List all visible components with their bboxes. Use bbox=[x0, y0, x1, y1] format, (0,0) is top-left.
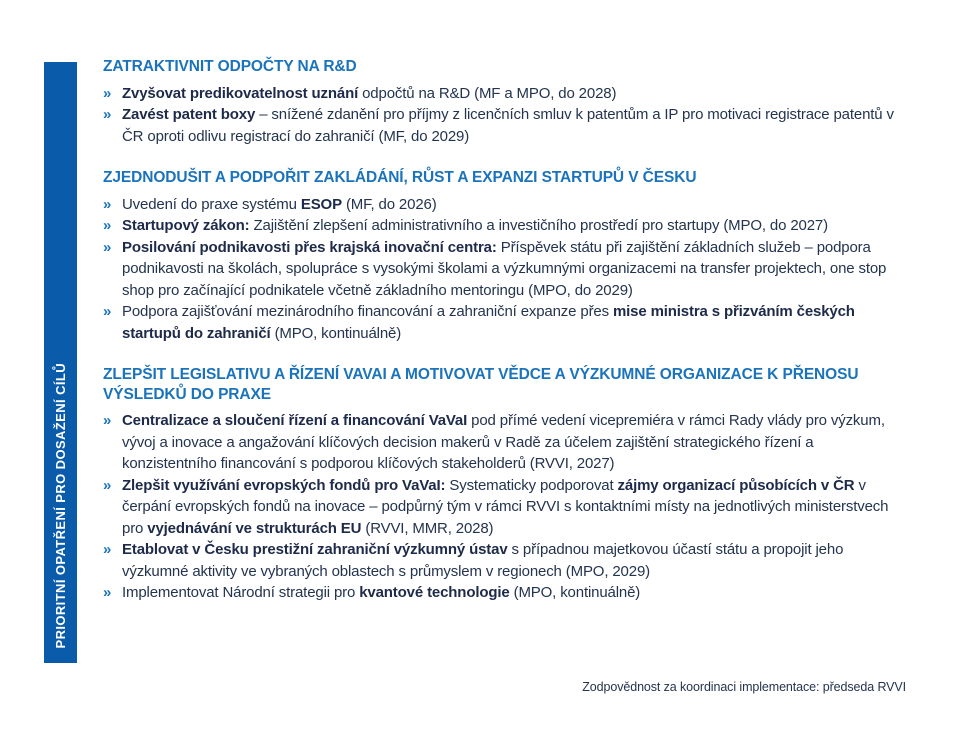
bullet-marker: » bbox=[103, 195, 112, 213]
bullet-marker: » bbox=[103, 84, 112, 102]
bullet-text: Etablovat v Česku prestižní zahraniční výzkumný ústav s případnou majetkovou účastí státu a propojit jeho výzkumné aktivity ve vybraných oblastech s průmyslem v regionech (MPO, 2029) bbox=[122, 541, 844, 580]
bullet-text: Startupový zákon: Zajištění zlepšení administrativního a investičního prostředí pro startupy (MPO, do 2027) bbox=[122, 217, 828, 235]
list-item bbox=[103, 215, 905, 237]
footer-note: Zodpovědnost za koordinaci implementace: předseda RVVI bbox=[582, 680, 906, 694]
list-item bbox=[103, 237, 905, 302]
sidebar-ribbon bbox=[44, 62, 77, 663]
bullet-text: Uvedení do praxe systému ESOP (MF, do 2026) bbox=[122, 195, 437, 213]
bullet-marker: » bbox=[103, 584, 112, 602]
section bbox=[103, 57, 905, 147]
bullet-text: Centralizace a sloučení řízení a financování VaVaI pod přímé vedení vicepremiéra v rámci Rady vlády pro výzkum, vývoj a inovace a angažování klíčových decision makerů v Radě za účelem zajištění strategického řízení a konzistentního financování s podporou klíčových stakeholderů (RVVI, 2027) bbox=[122, 412, 885, 473]
bullet-marker: » bbox=[103, 238, 112, 256]
list-item bbox=[103, 301, 905, 344]
list-item bbox=[103, 194, 905, 216]
bullet-marker: » bbox=[103, 303, 112, 321]
content-area bbox=[103, 57, 905, 604]
bullet-text: Implementovat Národní strategii pro kvantové technologie (MPO, kontinuálně) bbox=[122, 584, 641, 602]
section-heading: ZLEPŠIT LEGISLATIVU A ŘÍZENÍ VAVAI A MOTIVOVAT VĚDCE A VÝZKUMNÉ ORGANIZACE K PŘENOSU VÝSLEDKŮ DO PRAXE bbox=[103, 366, 859, 403]
bullet-text: Zavést patent boxy – snížené zdanění pro příjmy z licenčních smluv k patentům a IP pro motivaci registrace patentů v ČR oproti odlivu registrací do zahraničí (MF, do 2029) bbox=[122, 106, 894, 145]
bullet-marker: » bbox=[103, 412, 112, 430]
bullet-text: Zlepšit využívání evropských fondů pro VaVaI: Systematicky podporovat zájmy organizací působících v ČR v čerpání evropských fondů na inovace – podpůrný tým v rámci RVVI s kontaktními místy na jednotlivých ministerstvech pro vyjednávání ve strukturách EU (RVVI, MMR, 2028) bbox=[122, 476, 889, 537]
bullet-marker: » bbox=[103, 217, 112, 235]
bullet-marker: » bbox=[103, 106, 112, 124]
sidebar-label: PRIORITNÍ OPATŘENÍ PRO DOSAŽENÍ CÍLŮ bbox=[53, 362, 68, 648]
section-heading: ZATRAKTIVNIT ODPOČTY NA R&D bbox=[103, 58, 357, 75]
bullet-text: Posilování podnikavosti přes krajská inovační centra: Příspěvek státu při zajištění základních služeb – podpora podnikavosti na školách, spolupráce s vysokými školami a výzkumnými organizacemi na transfer projektech, one stop shop pro začínající podnikatele včetně základního mentoringu (MPO, do 2029) bbox=[122, 238, 887, 299]
bullet-marker: » bbox=[103, 476, 112, 494]
sections-container bbox=[103, 57, 905, 604]
list-item bbox=[103, 104, 905, 147]
section bbox=[103, 168, 905, 344]
bullet-marker: » bbox=[103, 541, 112, 559]
list-item bbox=[103, 83, 905, 105]
bullet-text: Podpora zajišťování mezinárodního financování a zahraniční expanze přes mise ministra s přizváním českých startupů do zahraničí (MPO, kontinuálně) bbox=[122, 303, 855, 342]
list-item bbox=[103, 582, 905, 604]
section-heading: ZJEDNODUŠIT A PODPOŘIT ZAKLÁDÁNÍ, RŮST A EXPANZI STARTUPŮ V ČESKU bbox=[103, 169, 697, 187]
list-item bbox=[103, 475, 905, 540]
bullet-text: Zvyšovat predikovatelnost uznání odpočtů na R&D (MF a MPO, do 2028) bbox=[122, 84, 617, 102]
section bbox=[103, 365, 905, 604]
list-item bbox=[103, 410, 905, 475]
list-item bbox=[103, 539, 905, 582]
